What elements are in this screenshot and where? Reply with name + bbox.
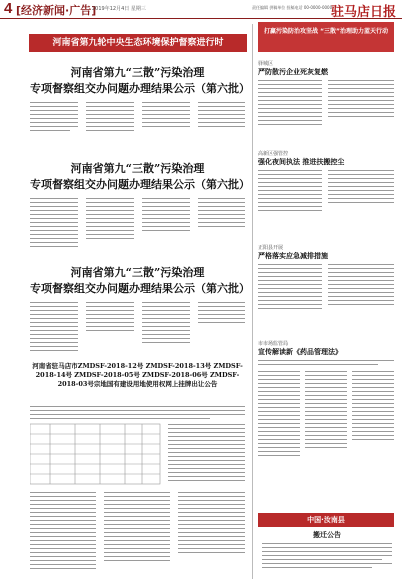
sidebar-header <box>258 22 394 52</box>
story-4-text-block <box>258 357 394 507</box>
land-notice-title: 河南省驻马店市ZMDSF-2018-12号 ZMDSF-2018-13号 ZMDSF-2018-14号 ZMDSF-2018-05号 ZMDSF-2018-06号 ZMDSF-2018-03号宗地国有建设用地使用权网上挂牌出让公告 <box>32 362 243 388</box>
sidebar-story-4 <box>258 340 394 508</box>
article-3-title-line2: 专项督察组交办问题办理结果公示（第六批） <box>30 282 250 295</box>
article-2-title-line2: 专项督察组交办问题办理结果公示（第六批） <box>30 178 250 191</box>
story-2-kicker: 高新区强管控 <box>258 151 289 157</box>
sidebar-story-2 <box>258 150 394 236</box>
relocation-notice-text-block <box>262 540 392 580</box>
land-notice-text-block <box>30 404 245 579</box>
top-banner: 河南省第九轮中央生态环境保护督察进行时 <box>29 34 247 52</box>
sidebar-header-text: 打赢污染防治攻坚战 “三散”治理助力蓝天行动 <box>264 28 388 35</box>
land-parcel-table <box>30 424 160 484</box>
story-2-title: 强化夜间执法 推进扶搬控尘 <box>258 157 345 166</box>
relocation-notice <box>262 530 392 582</box>
story-1-kicker: 驿城区 <box>258 61 274 67</box>
story-2-text-block <box>258 167 394 227</box>
editor-info: 责任编辑 供稿单位 投稿电话 00-0000-0000 <box>252 5 333 10</box>
story-1-title: 严防散污企业死灰复燃 <box>258 67 328 76</box>
story-3-text-block <box>258 261 394 321</box>
sidebar-story-1 <box>258 60 394 148</box>
masthead <box>0 0 402 19</box>
newspaper-logo: 驻马店日报 <box>330 5 396 20</box>
article-3-text-block <box>30 300 245 362</box>
page-number: 4 <box>4 0 13 17</box>
relocation-notice-title: 搬迁公告 <box>313 530 341 539</box>
article-1-text-block <box>30 100 245 160</box>
story-1-text-block <box>258 77 394 137</box>
column-divider <box>252 24 253 579</box>
ad-banner-text: 中国·汝南县 <box>307 516 345 524</box>
land-notice-body <box>30 404 245 579</box>
story-3-kicker: 正阳县开展 <box>258 245 284 251</box>
ad-banner <box>258 513 394 527</box>
story-3-title: 严格落实应急减排措施 <box>258 251 328 260</box>
article-3-title-line1: 河南省第九“三散”污染治理 <box>70 266 205 279</box>
article-1-title-line2: 专项督察组交办问题办理结果公示（第六批） <box>30 82 250 95</box>
article-1-body <box>30 100 245 160</box>
section-title: [经济新闻·广告] <box>16 4 97 17</box>
article-2-text-block <box>30 196 245 266</box>
story-4-kicker: 市市场监管局 <box>258 341 289 347</box>
issue-date: 2019年12月4日 星期三 <box>92 6 146 12</box>
story-4-title: 宣传解读新《药品管理法》 <box>258 347 342 356</box>
article-3-body <box>30 300 245 362</box>
article-1-title-line1: 河南省第九“三散”污染治理 <box>70 66 205 79</box>
article-2-body <box>30 196 245 266</box>
sidebar-story-3 <box>258 244 394 330</box>
article-2-title-line1: 河南省第九“三散”污染治理 <box>70 162 205 175</box>
